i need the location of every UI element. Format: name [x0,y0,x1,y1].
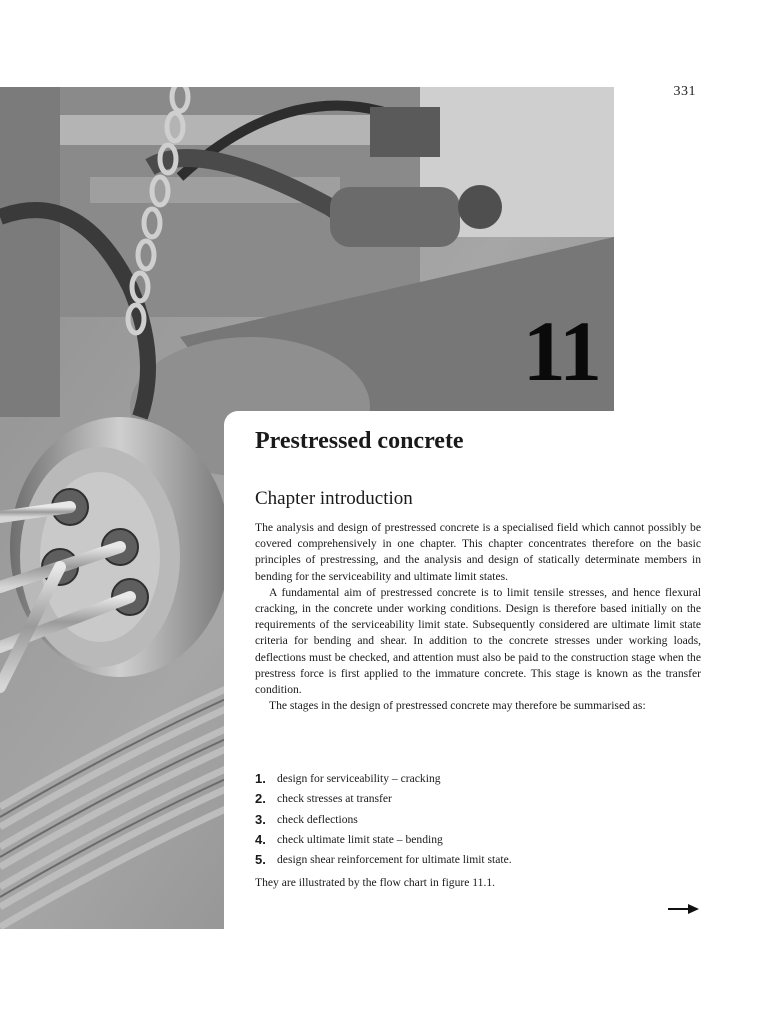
step-number: 2. [255,791,266,807]
step-number: 4. [255,831,266,847]
paragraph: A fundamental aim of prestressed concrete is to limit tensile stresses, and hence flexural cracking, in the concrete under working conditions. Design is therefore based initially on the requirements of the serviceability limit state. Subsequently considered are ultimate limit state criteria for bending and shear. In addition to the concrete stresses under working loads, deflections must be checked, and attention must also be paid to the construction stage when the prestress force is first applied to the immature concrete. This stage is known as the transfer condition. [255,585,701,697]
section-heading: Chapter introduction [255,488,413,509]
right-arrow-icon[interactable] [666,900,702,918]
chapter-title: Prestressed concrete [255,428,464,454]
page-number: 331 [673,84,696,99]
closing-sentence: They are illustrated by the flow chart in figure 11.1. [255,876,496,889]
list-item [255,850,701,870]
step-text: check stresses at transfer [277,792,392,806]
list-item [255,810,701,830]
step-number: 5. [255,852,266,868]
body-text [255,520,701,714]
list-item [255,789,701,809]
list-item [255,830,701,850]
list-item [255,769,701,789]
step-number: 1. [255,771,266,786]
step-text: design shear reinforcement for ultimate limit state. [277,853,512,867]
step-text: check ultimate limit state – bending [277,832,443,846]
paragraph: The stages in the design of prestressed concrete may therefore be summarised as: [269,699,646,713]
chapter-number: 11 [522,303,600,399]
step-text: design for serviceability – cracking [277,772,441,785]
paragraph: The analysis and design of prestressed concrete is a specialised field which cannot possibly be covered comprehensively in one chapter. This chapter concentrates therefore on the basic principles of prestressing, and the analysis and design of statically determinate members in bending for the serviceability and ultimate limit states. [255,521,701,583]
step-text: check deflections [277,812,358,826]
step-number: 3. [255,811,266,827]
design-steps-list [255,769,701,870]
